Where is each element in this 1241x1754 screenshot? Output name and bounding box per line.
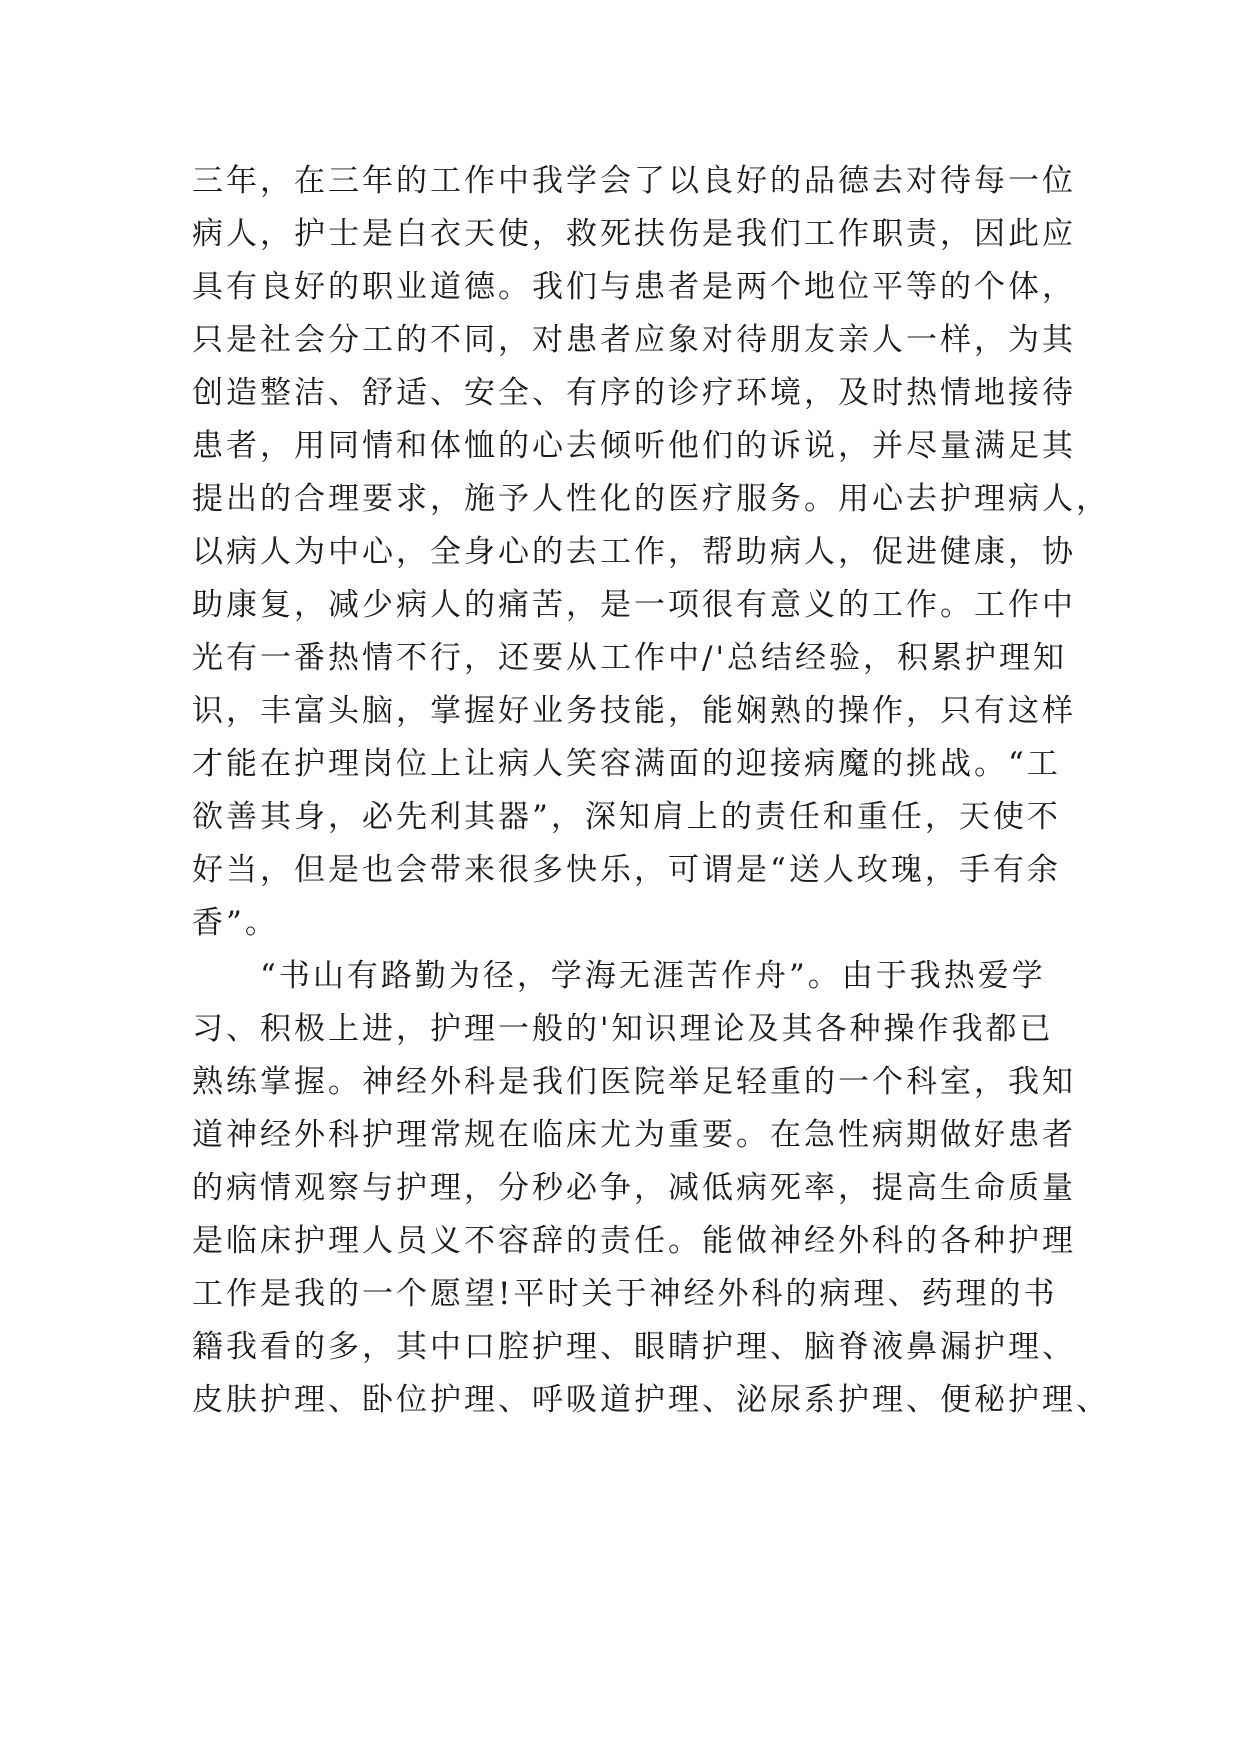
text-line: 助康复，减少病人的痛苦，是一项很有意义的工作。工作中 bbox=[192, 587, 1076, 623]
text-line: 籍我看的多，其中口腔护理、眼睛护理、脑脊液鼻漏护理、 bbox=[192, 1329, 1076, 1365]
text-line: 以病人为中心，全身心的去工作，帮助病人，促进健康，协 bbox=[192, 534, 1076, 570]
text-line: 好当，但是也会带来很多快乐，可谓是“送人玫瑰，手有余 bbox=[192, 852, 1061, 888]
text-line: 识，丰富头脑，掌握好业务技能，能娴熟的操作，只有这样 bbox=[192, 693, 1076, 729]
text-line: 的病情观察与护理，分秒必争，减低病死率，提高生命质量 bbox=[192, 1170, 1076, 1206]
text-line: 只是社会分工的不同，对患者应象对待朋友亲人一样，为其 bbox=[192, 322, 1076, 358]
document-body bbox=[192, 155, 1110, 1427]
text-line: 具有良好的职业道德。我们与患者是两个地位平等的个体， bbox=[192, 269, 1076, 305]
text-line: 患者，用同情和体恤的心去倾听他们的诉说，并尽量满足其 bbox=[192, 428, 1076, 464]
text-line: 是临床护理人员义不容辞的责任。能做神经外科的各种护理 bbox=[192, 1223, 1076, 1259]
text-line: 才能在护理岗位上让病人笑容满面的迎接病魔的挑战。“工 bbox=[192, 746, 1061, 782]
text-line: 香”。 bbox=[192, 905, 279, 941]
text-line: 创造整洁、舒适、安全、有序的诊疗环境，及时热情地接待 bbox=[192, 375, 1076, 411]
text-line: “书山有路勤为径，学海无涯苦作舟”。由于我热爱学 bbox=[192, 958, 1046, 994]
text-line: 习、积极上进，护理一般的'知识理论及其各种操作我都已 bbox=[192, 1011, 1054, 1047]
text-line: 提出的合理要求，施予人性化的医疗服务。用心去护理病人， bbox=[192, 481, 1110, 517]
paragraph-1 bbox=[192, 155, 1110, 950]
text-line: 熟练掌握。神经外科是我们医院举足轻重的一个科室，我知 bbox=[192, 1064, 1076, 1100]
text-line: 欲善其身，必先利其器”，深知肩上的责任和重任，天使不 bbox=[192, 799, 1061, 835]
paragraph-2 bbox=[192, 950, 1110, 1427]
text-line: 三年，在三年的工作中我学会了以良好的品德去对待每一位 bbox=[192, 163, 1076, 199]
text-line: 皮肤护理、卧位护理、呼吸道护理、泌尿系护理、便秘护理、 bbox=[192, 1382, 1110, 1418]
text-line: 工作是我的一个愿望!平时关于神经外科的病理、药理的书 bbox=[192, 1276, 1058, 1312]
text-line: 道神经外科护理常规在临床尤为重要。在急性病期做好患者 bbox=[192, 1117, 1076, 1153]
text-line: 光有一番热情不行，还要从工作中/'总结经验，积累护理知 bbox=[192, 640, 1067, 676]
text-line: 病人，护士是白衣天使，救死扶伤是我们工作职责，因此应 bbox=[192, 216, 1076, 252]
